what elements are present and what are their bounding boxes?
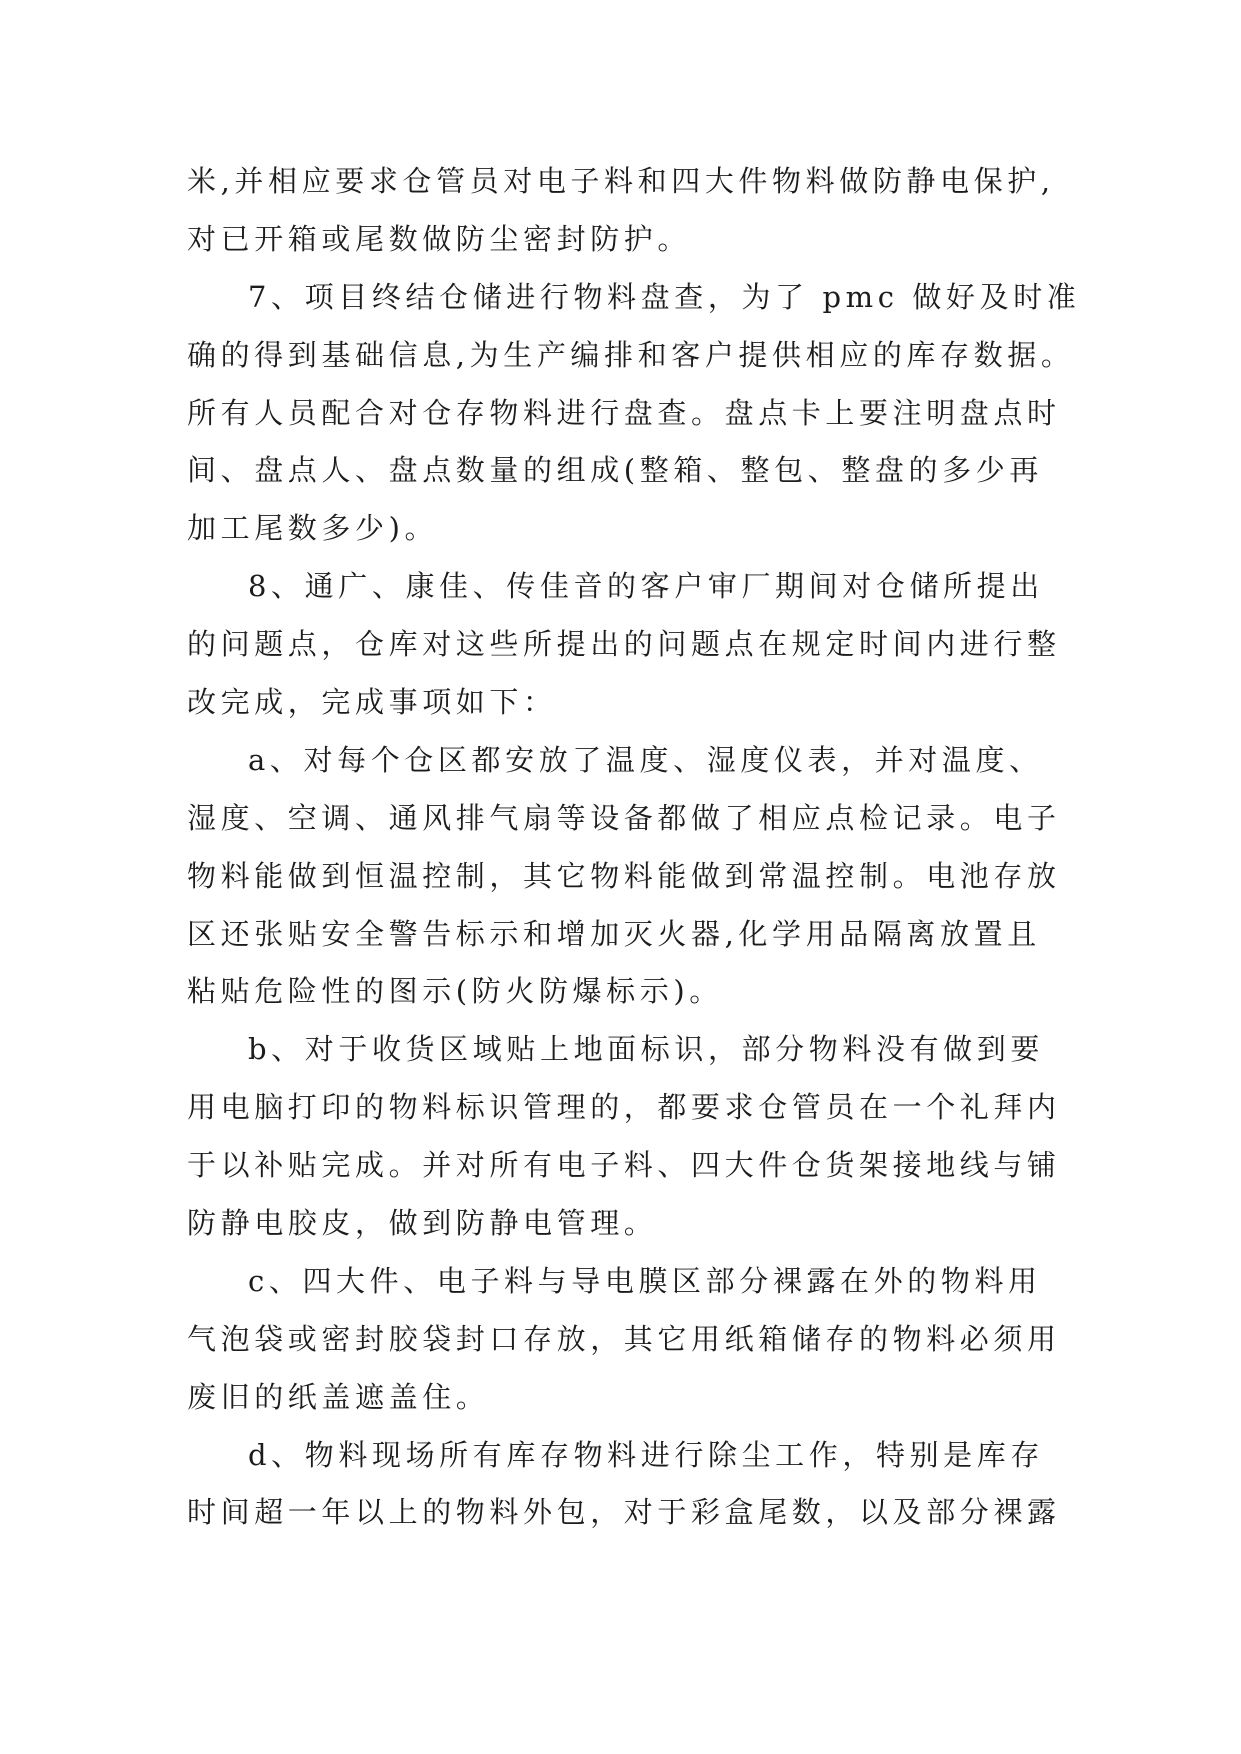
text-line: 防静电胶皮，做到防静电管理。 [187, 1206, 658, 1241]
paragraph-first-line: a、对每个仓区都安放了温度、湿度仪表，并对温度、 [248, 742, 1043, 777]
text-line: 对已开箱或尾数做防尘密封防护。 [187, 221, 692, 256]
text-line: 用电脑打印的物料标识管理的，都要求仓管员在一个礼拜内 [187, 1090, 1061, 1125]
document-body [187, 153, 1081, 1542]
text-line: 所有人员配合对仓存物料进行盘查。盘点卡上要注明盘点时 [187, 395, 1061, 430]
text-line: 物料能做到恒温控制，其它物料能做到常温控制。电池存放 [187, 858, 1061, 893]
paragraph-first-line: b、对于收货区域贴上地面标识，部分物料没有做到要 [248, 1032, 1044, 1067]
paragraph-first-line: c、四大件、电子料与导电膜区部分裸露在外的物料用 [248, 1263, 1042, 1298]
text-line: 废旧的纸盖遮盖住。 [187, 1379, 490, 1414]
text-line: 区还张贴安全警告标示和增加灭火器,化学用品隔离放置且 [187, 916, 1041, 951]
text-line: 加工尾数多少)。 [187, 511, 439, 546]
text-line: 米,并相应要求仓管员对电子料和四大件物料做防静电保护, [187, 164, 1055, 198]
text-line: 湿度、空调、通风排气扇等设备都做了相应点检记录。电子 [187, 800, 1061, 835]
text-line: 确的得到基础信息,为生产编排和客户提供相应的库存数据。 [187, 337, 1075, 372]
text-line: 气泡袋或密封胶袋封口存放，其它用纸箱储存的物料必须用 [187, 1321, 1061, 1356]
text-line: 的问题点，仓库对这些所提出的问题点在规定时间内进行整 [187, 627, 1061, 662]
text-line: 时间超一年以上的物料外包，对于彩盒尾数，以及部分裸露 [187, 1495, 1061, 1530]
text-line: 间、盘点人、盘点数量的组成(整箱、整包、整盘的多少再 [187, 453, 1043, 488]
paragraph-first-line: 8、通广、康佳、传佳音的客户审厂期间对仓储所提出 [248, 569, 1044, 604]
text-line: 于以补贴完成。并对所有电子料、四大件仓货架接地线与铺 [187, 1148, 1061, 1183]
text-line: 改完成，完成事项如下： [187, 685, 557, 720]
paragraph-first-line: 7、项目终结仓储进行物料盘查，为了 pmc 做好及时准 [248, 279, 1081, 314]
paragraph-first-line: d、物料现场所有库存物料进行除尘工作，特别是库存 [248, 1437, 1044, 1472]
text-line: 粘贴危险性的图示(防火防爆标示)。 [187, 974, 723, 1009]
